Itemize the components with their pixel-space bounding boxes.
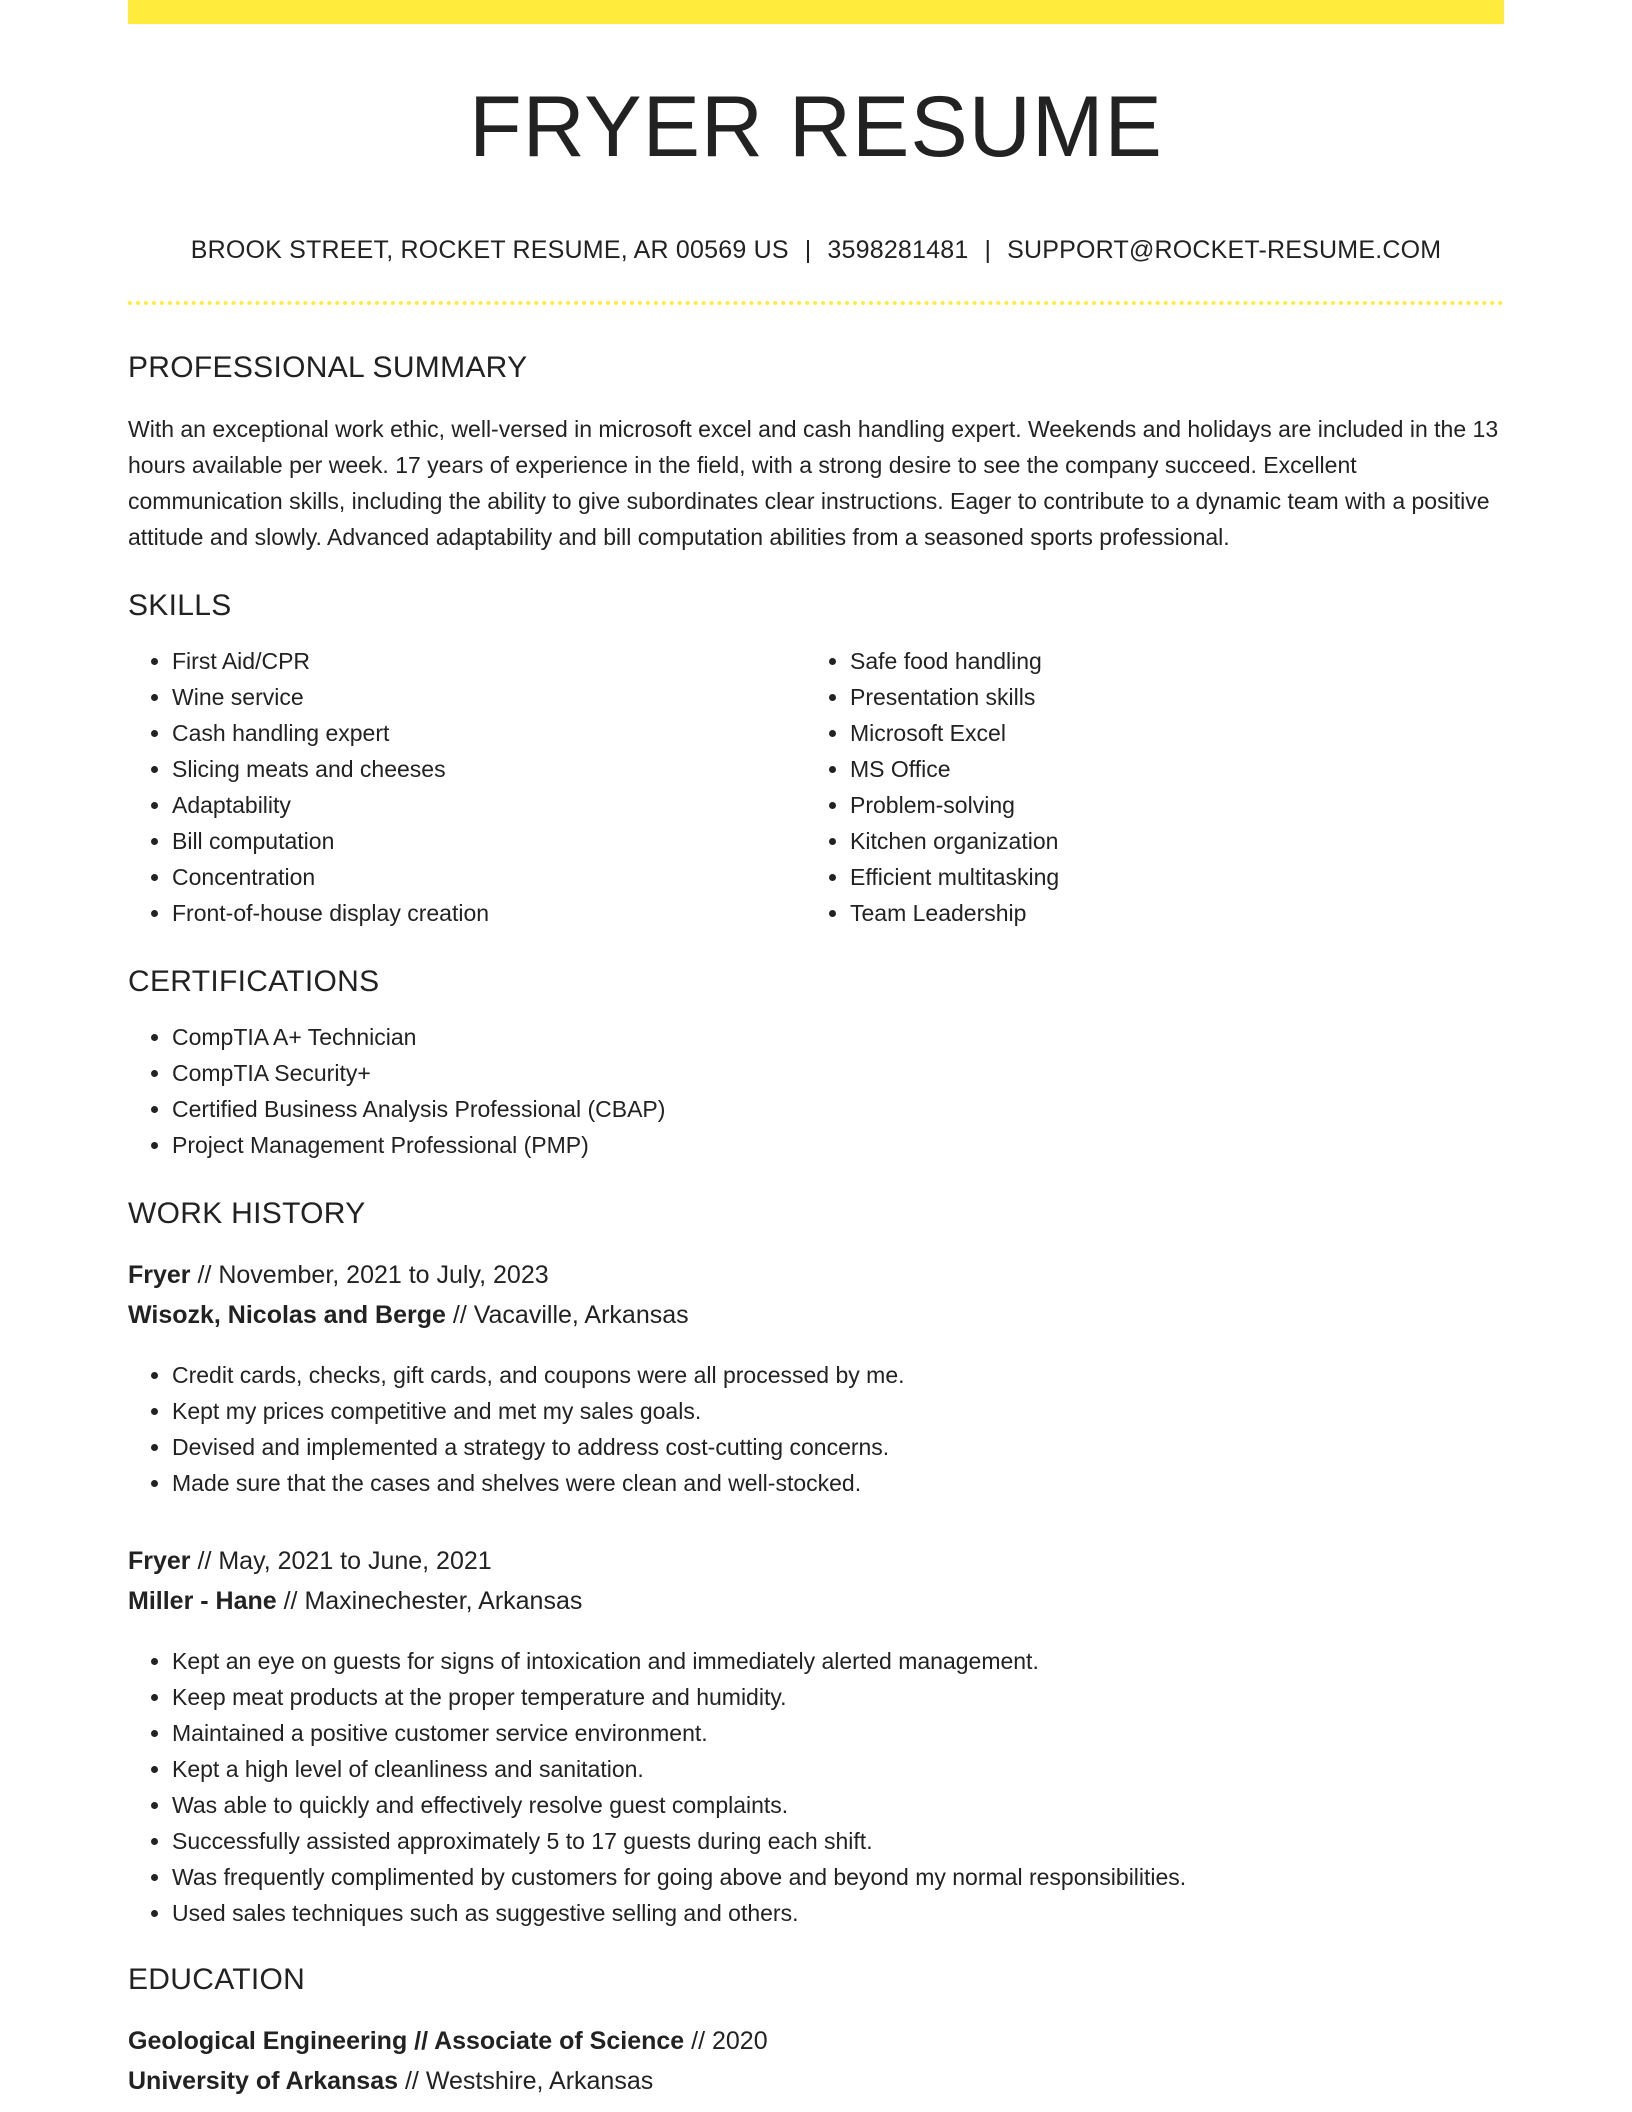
job-company-line	[128, 1295, 1504, 1335]
job-entry	[128, 1255, 1504, 1501]
certification-item: • CompTIA A+ Technician	[172, 1019, 1504, 1055]
certification-item: • Certified Business Analysis Professional (CBAP)	[172, 1091, 1504, 1127]
job-duty-item: • Was able to quickly and effectively resolve guest complaints.	[172, 1787, 1504, 1823]
job-duty-item: • Successfully assisted approximately 5 to 17 guests during each shift.	[172, 1823, 1504, 1859]
skill-item: • Microsoft Excel	[850, 715, 1484, 751]
contact-email: SUPPORT@ROCKET-RESUME.COM	[1007, 236, 1442, 264]
certifications-list	[128, 1019, 1504, 1163]
job-duty-item: • Kept an eye on guests for signs of intoxication and immediately alerted management.	[172, 1643, 1504, 1679]
skill-item: • Adaptability	[172, 787, 806, 823]
education-year: // 2020	[691, 2027, 768, 2055]
resume-title: FRYER RESUME	[469, 79, 1163, 175]
skills-list-right	[806, 643, 1484, 931]
job-company: Wisozk, Nicolas and Berge	[128, 1301, 446, 1329]
job-duty-item: • Made sure that the cases and shelves were clean and well-stocked.	[172, 1465, 1504, 1501]
education-school: University of Arkansas	[128, 2067, 399, 2095]
job-duty-item: • Maintained a positive customer service environment.	[172, 1715, 1504, 1751]
job-company: Miller - Hane	[128, 1587, 277, 1615]
top-accent-bar	[128, 0, 1504, 24]
job-role: Fryer	[128, 1547, 191, 1575]
skill-item: • Problem-solving	[850, 787, 1484, 823]
skill-item: • Cash handling expert	[172, 715, 806, 751]
education-location: // Westshire, Arkansas	[404, 2067, 654, 2095]
contact-separator: |	[984, 236, 992, 264]
job-company-line	[128, 1581, 1504, 1621]
skill-item: • Safe food handling	[850, 643, 1484, 679]
job-duties-list	[128, 1357, 1504, 1501]
education-school-line	[128, 2061, 1504, 2101]
education-heading: EDUCATION	[128, 1963, 306, 1996]
job-duty-item: • Used sales techniques such as suggestive selling and others.	[172, 1895, 1504, 1931]
skill-item: • Presentation skills	[850, 679, 1484, 715]
summary-heading: PROFESSIONAL SUMMARY	[128, 351, 528, 384]
work-history-heading: WORK HISTORY	[128, 1197, 366, 1230]
job-role-line	[128, 1541, 1504, 1581]
skill-item: • Efficient multitasking	[850, 859, 1484, 895]
education-degree-line	[128, 2021, 1504, 2061]
skill-item: • Front-of-house display creation	[172, 895, 806, 931]
education-entry	[128, 2021, 1504, 2101]
summary-text: With an exceptional work ethic, well-versed in microsoft excel and cash handling expert. Weekends and holidays are included in the 13 hours available per week. 17 years of experience in the field, with a strong desire to see the company succeed. Excellent communication skills, including the ability to give subordinates clear instructions. Eager to contribute to a dynamic team with a positive attitude and slowly. Advanced adaptability and bill computation abilities from a seasoned sports professional.	[128, 416, 1499, 550]
skill-item: • MS Office	[850, 751, 1484, 787]
skill-item: • Bill computation	[172, 823, 806, 859]
contact-line	[128, 238, 1504, 263]
skills-list-left	[128, 643, 806, 931]
job-duty-item: • Was frequently complimented by customers for going above and beyond my normal responsibilities.	[172, 1859, 1504, 1895]
skills-columns	[128, 643, 1504, 931]
job-duty-item: • Kept my prices competitive and met my sales goals.	[172, 1393, 1504, 1429]
job-duty-item: • Credit cards, checks, gift cards, and coupons were all processed by me.	[172, 1357, 1504, 1393]
job-duties-list	[128, 1643, 1504, 1931]
contact-separator: |	[804, 236, 812, 264]
certifications-heading: CERTIFICATIONS	[128, 965, 380, 998]
job-dates: // November, 2021 to July, 2023	[197, 1261, 549, 1289]
contact-phone: 3598281481	[827, 236, 969, 264]
job-location: // Vacaville, Arkansas	[452, 1301, 689, 1329]
certification-item: • CompTIA Security+	[172, 1055, 1504, 1091]
job-role-line	[128, 1255, 1504, 1295]
skill-item: • Concentration	[172, 859, 806, 895]
skills-heading: SKILLS	[128, 589, 232, 622]
resume-page	[128, 0, 1504, 2101]
skill-item: • Wine service	[172, 679, 806, 715]
job-duty-item: • Kept a high level of cleanliness and sanitation.	[172, 1751, 1504, 1787]
dotted-divider	[128, 301, 1504, 305]
job-location: // Maxinechester, Arkansas	[283, 1587, 583, 1615]
skill-item: • Kitchen organization	[850, 823, 1484, 859]
job-role: Fryer	[128, 1261, 191, 1289]
certification-item: • Project Management Professional (PMP)	[172, 1127, 1504, 1163]
skill-item: • First Aid/CPR	[172, 643, 806, 679]
job-dates: // May, 2021 to June, 2021	[197, 1547, 492, 1575]
job-duty-item: • Keep meat products at the proper temperature and humidity.	[172, 1679, 1504, 1715]
job-entry	[128, 1541, 1504, 1931]
job-duty-item: • Devised and implemented a strategy to address cost-cutting concerns.	[172, 1429, 1504, 1465]
education-degree: Geological Engineering // Associate of Science	[128, 2027, 685, 2055]
skill-item: • Slicing meats and cheeses	[172, 751, 806, 787]
contact-address: BROOK STREET, ROCKET RESUME, AR 00569 US	[190, 236, 789, 264]
skill-item: • Team Leadership	[850, 895, 1484, 931]
